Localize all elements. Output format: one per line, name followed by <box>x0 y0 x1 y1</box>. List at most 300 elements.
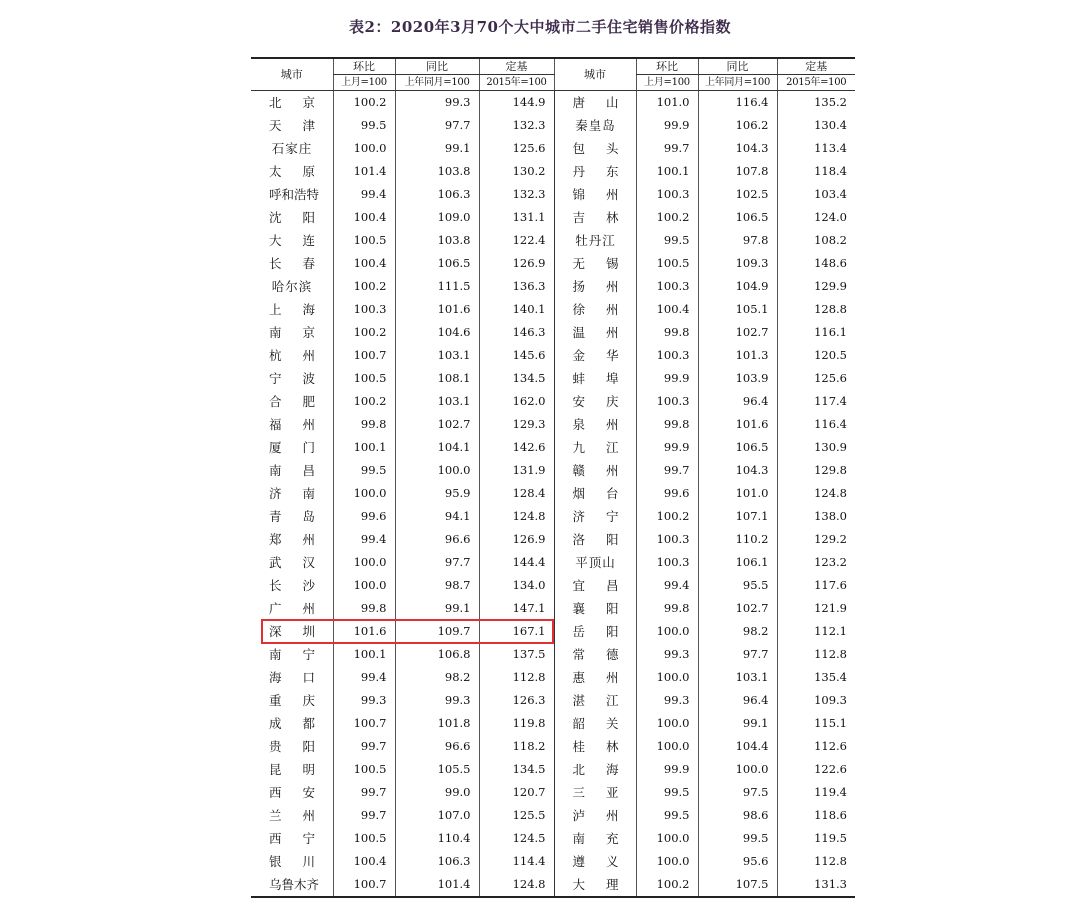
mom-cell-left: 100.0 <box>333 574 395 597</box>
base-cell-left: 126.9 <box>479 252 554 275</box>
city-cell-left <box>251 666 333 689</box>
mom-cell-right: 100.3 <box>636 390 698 413</box>
city-cell-left <box>251 850 333 873</box>
mom-cell-right: 100.0 <box>636 712 698 735</box>
city-cell-right <box>554 252 636 275</box>
table-row <box>251 689 855 712</box>
table-row <box>251 390 855 413</box>
city-name: 厦 门 <box>269 440 315 455</box>
city-cell-left <box>251 413 333 436</box>
city-name: 西 宁 <box>269 831 315 846</box>
table-row <box>251 551 855 574</box>
city-cell-right <box>554 620 636 643</box>
base-cell-left: 126.9 <box>479 528 554 551</box>
mom-cell-left: 100.3 <box>333 298 395 321</box>
city-cell-left <box>251 160 333 183</box>
mom-cell-right: 100.3 <box>636 344 698 367</box>
table-row <box>251 781 855 804</box>
table-row <box>251 137 855 160</box>
city-cell-left <box>251 643 333 666</box>
yoy-cell-right: 98.2 <box>698 620 777 643</box>
city-name: 哈尔滨 <box>271 279 313 294</box>
mom-cell-left: 100.2 <box>333 91 395 115</box>
city-cell-left <box>251 206 333 229</box>
city-name: 襄 阳 <box>572 601 619 616</box>
city-name: 青 岛 <box>269 509 315 524</box>
header-yoy-sub-left: 上年同月=100 <box>395 75 479 91</box>
table-row <box>251 574 855 597</box>
city-name: 无 锡 <box>572 256 619 271</box>
table-row <box>251 528 855 551</box>
city-cell-right <box>554 298 636 321</box>
mom-cell-right: 100.0 <box>636 620 698 643</box>
mom-cell-right: 99.8 <box>636 321 698 344</box>
header-mom-sub-left: 上月=100 <box>333 75 395 91</box>
table-row <box>251 183 855 206</box>
city-name: 金 华 <box>572 348 619 363</box>
yoy-cell-right: 95.6 <box>698 850 777 873</box>
yoy-cell-left: 103.8 <box>395 160 479 183</box>
base-cell-right: 128.8 <box>777 298 855 321</box>
city-name: 西 安 <box>269 785 315 800</box>
yoy-cell-right: 104.9 <box>698 275 777 298</box>
yoy-cell-left: 96.6 <box>395 528 479 551</box>
base-cell-left: 130.2 <box>479 160 554 183</box>
yoy-cell-right: 104.4 <box>698 735 777 758</box>
city-cell-left <box>251 873 333 897</box>
header-mom-right: 环比 <box>636 58 698 75</box>
city-name: 杭 州 <box>269 348 315 363</box>
mom-cell-left: 100.0 <box>333 137 395 160</box>
yoy-cell-left: 106.8 <box>395 643 479 666</box>
city-cell-left <box>251 275 333 298</box>
table-row <box>251 620 855 643</box>
base-cell-right: 103.4 <box>777 183 855 206</box>
city-cell-left <box>251 482 333 505</box>
city-name: 赣 州 <box>572 463 619 478</box>
city-name: 福 州 <box>269 417 315 432</box>
mom-cell-left: 101.4 <box>333 160 395 183</box>
base-cell-right: 119.4 <box>777 781 855 804</box>
city-cell-left <box>251 689 333 712</box>
table-row <box>251 827 855 850</box>
city-name: 安 庆 <box>572 394 619 409</box>
mom-cell-left: 99.4 <box>333 666 395 689</box>
city-cell-right <box>554 873 636 897</box>
yoy-cell-left: 99.3 <box>395 689 479 712</box>
city-cell-right <box>554 827 636 850</box>
table-row <box>251 873 855 897</box>
table-row <box>251 804 855 827</box>
base-cell-left: 114.4 <box>479 850 554 873</box>
table-row <box>251 597 855 620</box>
base-cell-right: 120.5 <box>777 344 855 367</box>
city-name: 南 宁 <box>269 647 315 662</box>
base-cell-left: 134.0 <box>479 574 554 597</box>
mom-cell-right: 99.3 <box>636 643 698 666</box>
city-name: 宜 昌 <box>572 578 619 593</box>
city-name: 吉 林 <box>572 210 619 225</box>
mom-cell-right: 100.2 <box>636 206 698 229</box>
city-name: 泸 州 <box>572 808 619 823</box>
city-name: 长 沙 <box>269 578 315 593</box>
mom-cell-right: 99.9 <box>636 758 698 781</box>
mom-cell-left: 99.5 <box>333 114 395 137</box>
city-name: 济 南 <box>269 486 315 501</box>
yoy-cell-right: 97.8 <box>698 229 777 252</box>
city-name: 北 京 <box>269 95 315 110</box>
yoy-cell-right: 103.9 <box>698 367 777 390</box>
mom-cell-left: 99.5 <box>333 459 395 482</box>
table-row <box>251 275 855 298</box>
yoy-cell-right: 97.5 <box>698 781 777 804</box>
table-row <box>251 436 855 459</box>
table-row <box>251 344 855 367</box>
base-cell-left: 162.0 <box>479 390 554 413</box>
table-row <box>251 712 855 735</box>
mom-cell-left: 99.8 <box>333 413 395 436</box>
city-name: 南 昌 <box>269 463 315 478</box>
city-cell-left <box>251 367 333 390</box>
mom-cell-left: 100.1 <box>333 643 395 666</box>
base-cell-right: 112.8 <box>777 850 855 873</box>
mom-cell-left: 99.4 <box>333 528 395 551</box>
yoy-cell-left: 109.7 <box>395 620 479 643</box>
yoy-cell-right: 102.5 <box>698 183 777 206</box>
city-cell-left <box>251 781 333 804</box>
yoy-cell-left: 105.5 <box>395 758 479 781</box>
yoy-cell-left: 99.3 <box>395 91 479 115</box>
base-cell-right: 130.4 <box>777 114 855 137</box>
mom-cell-left: 100.5 <box>333 229 395 252</box>
mom-cell-right: 99.5 <box>636 804 698 827</box>
city-cell-right <box>554 183 636 206</box>
yoy-cell-left: 98.7 <box>395 574 479 597</box>
base-cell-left: 120.7 <box>479 781 554 804</box>
header-base-right: 定基 <box>777 58 855 75</box>
table-row <box>251 643 855 666</box>
base-cell-right: 125.6 <box>777 367 855 390</box>
yoy-cell-left: 106.3 <box>395 850 479 873</box>
city-cell-left <box>251 252 333 275</box>
yoy-cell-left: 98.2 <box>395 666 479 689</box>
mom-cell-right: 100.4 <box>636 298 698 321</box>
city-cell-left <box>251 712 333 735</box>
city-cell-left <box>251 620 333 643</box>
yoy-cell-right: 99.1 <box>698 712 777 735</box>
city-cell-right <box>554 735 636 758</box>
city-name: 石家庄 <box>271 141 313 156</box>
header-base-sub-left: 2015年=100 <box>479 75 554 91</box>
city-name: 徐 州 <box>572 302 619 317</box>
mom-cell-left: 100.7 <box>333 873 395 897</box>
mom-cell-right: 100.0 <box>636 735 698 758</box>
base-cell-right: 118.4 <box>777 160 855 183</box>
city-name: 武 汉 <box>269 555 315 570</box>
city-name: 天 津 <box>269 118 315 133</box>
yoy-cell-left: 101.8 <box>395 712 479 735</box>
yoy-cell-right: 97.7 <box>698 643 777 666</box>
city-name: 兰 州 <box>269 808 315 823</box>
mom-cell-right: 99.5 <box>636 781 698 804</box>
base-cell-right: 148.6 <box>777 252 855 275</box>
city-name: 韶 关 <box>572 716 619 731</box>
base-cell-right: 129.8 <box>777 459 855 482</box>
mom-cell-right: 99.7 <box>636 137 698 160</box>
yoy-cell-right: 107.1 <box>698 505 777 528</box>
city-name: 乌鲁木齐 <box>269 877 320 892</box>
mom-cell-right: 100.2 <box>636 505 698 528</box>
yoy-cell-right: 96.4 <box>698 390 777 413</box>
table-row <box>251 298 855 321</box>
city-cell-right <box>554 804 636 827</box>
yoy-cell-right: 101.0 <box>698 482 777 505</box>
city-cell-left <box>251 827 333 850</box>
table-row <box>251 321 855 344</box>
base-cell-left: 118.2 <box>479 735 554 758</box>
city-cell-left <box>251 298 333 321</box>
city-cell-right <box>554 551 636 574</box>
base-cell-left: 145.6 <box>479 344 554 367</box>
city-name: 温 州 <box>572 325 619 340</box>
base-cell-right: 117.6 <box>777 574 855 597</box>
city-cell-right <box>554 758 636 781</box>
mom-cell-right: 100.3 <box>636 275 698 298</box>
base-cell-right: 130.9 <box>777 436 855 459</box>
yoy-cell-right: 106.1 <box>698 551 777 574</box>
mom-cell-right: 100.2 <box>636 873 698 897</box>
city-name: 宁 波 <box>269 371 315 386</box>
city-name: 洛 阳 <box>572 532 619 547</box>
mom-cell-right: 100.0 <box>636 827 698 850</box>
mom-cell-left: 100.5 <box>333 827 395 850</box>
table-body <box>251 91 855 898</box>
mom-cell-left: 100.0 <box>333 551 395 574</box>
mom-cell-left: 100.2 <box>333 390 395 413</box>
city-name: 常 德 <box>572 647 619 662</box>
base-cell-left: 132.3 <box>479 114 554 137</box>
mom-cell-right: 99.4 <box>636 574 698 597</box>
yoy-cell-right: 104.3 <box>698 459 777 482</box>
base-cell-right: 122.6 <box>777 758 855 781</box>
city-cell-right <box>554 712 636 735</box>
header-base-sub-right: 2015年=100 <box>777 75 855 91</box>
city-cell-right <box>554 206 636 229</box>
yoy-cell-right: 107.8 <box>698 160 777 183</box>
table-row <box>251 114 855 137</box>
header-yoy-left: 同比 <box>395 58 479 75</box>
city-cell-right <box>554 505 636 528</box>
city-name: 九 江 <box>572 440 619 455</box>
city-name: 桂 林 <box>572 739 619 754</box>
table-row <box>251 482 855 505</box>
mom-cell-right: 99.6 <box>636 482 698 505</box>
base-cell-left: 125.5 <box>479 804 554 827</box>
base-cell-left: 126.3 <box>479 689 554 712</box>
mom-cell-left: 100.4 <box>333 206 395 229</box>
base-cell-left: 137.5 <box>479 643 554 666</box>
city-cell-left <box>251 390 333 413</box>
city-name: 银 川 <box>269 854 315 869</box>
city-name: 上 海 <box>269 302 315 317</box>
base-cell-left: 124.8 <box>479 873 554 897</box>
table-row <box>251 91 855 115</box>
table-row <box>251 206 855 229</box>
yoy-cell-left: 103.1 <box>395 390 479 413</box>
base-cell-right: 135.4 <box>777 666 855 689</box>
yoy-cell-left: 99.1 <box>395 597 479 620</box>
base-cell-right: 108.2 <box>777 229 855 252</box>
city-name: 昆 明 <box>269 762 315 777</box>
city-cell-right <box>554 275 636 298</box>
city-name: 南 充 <box>572 831 619 846</box>
city-cell-left <box>251 229 333 252</box>
mom-cell-left: 99.6 <box>333 505 395 528</box>
base-cell-right: 113.4 <box>777 137 855 160</box>
city-name: 深 圳 <box>269 624 315 639</box>
base-cell-left: 167.1 <box>479 620 554 643</box>
city-name: 大 连 <box>269 233 315 248</box>
base-cell-left: 136.3 <box>479 275 554 298</box>
yoy-cell-left: 102.7 <box>395 413 479 436</box>
mom-cell-left: 99.7 <box>333 735 395 758</box>
city-cell-right <box>554 137 636 160</box>
city-cell-left <box>251 459 333 482</box>
mom-cell-right: 100.0 <box>636 850 698 873</box>
city-name: 丹 东 <box>572 164 619 179</box>
table-row <box>251 505 855 528</box>
city-cell-right <box>554 160 636 183</box>
city-name: 贵 阳 <box>269 739 315 754</box>
yoy-cell-left: 103.1 <box>395 344 479 367</box>
city-name: 长 春 <box>269 256 315 271</box>
mom-cell-right: 99.5 <box>636 229 698 252</box>
yoy-cell-left: 110.4 <box>395 827 479 850</box>
base-cell-right: 118.6 <box>777 804 855 827</box>
city-cell-right <box>554 528 636 551</box>
base-cell-left: 144.4 <box>479 551 554 574</box>
base-cell-right: 117.4 <box>777 390 855 413</box>
city-cell-left <box>251 735 333 758</box>
yoy-cell-right: 101.3 <box>698 344 777 367</box>
table-row <box>251 666 855 689</box>
mom-cell-left: 99.4 <box>333 183 395 206</box>
base-cell-right: 119.5 <box>777 827 855 850</box>
yoy-cell-right: 116.4 <box>698 91 777 115</box>
mom-cell-left: 100.4 <box>333 850 395 873</box>
yoy-cell-left: 104.1 <box>395 436 479 459</box>
mom-cell-left: 100.2 <box>333 321 395 344</box>
mom-cell-left: 99.8 <box>333 597 395 620</box>
base-cell-left: 147.1 <box>479 597 554 620</box>
yoy-cell-left: 97.7 <box>395 551 479 574</box>
mom-cell-right: 99.8 <box>636 413 698 436</box>
yoy-cell-right: 110.2 <box>698 528 777 551</box>
yoy-cell-left: 108.1 <box>395 367 479 390</box>
city-cell-left <box>251 137 333 160</box>
city-cell-left <box>251 114 333 137</box>
header-yoy-sub-right: 上年同月=100 <box>698 75 777 91</box>
city-name: 唐 山 <box>572 95 619 110</box>
city-cell-right <box>554 781 636 804</box>
city-cell-left <box>251 804 333 827</box>
header-base-left: 定基 <box>479 58 554 75</box>
city-cell-left <box>251 758 333 781</box>
base-cell-left: 124.5 <box>479 827 554 850</box>
table-row <box>251 459 855 482</box>
city-cell-left <box>251 321 333 344</box>
yoy-cell-right: 102.7 <box>698 321 777 344</box>
mom-cell-right: 99.9 <box>636 367 698 390</box>
yoy-cell-right: 107.5 <box>698 873 777 897</box>
mom-cell-left: 99.3 <box>333 689 395 712</box>
city-name: 海 口 <box>269 670 315 685</box>
yoy-cell-left: 107.0 <box>395 804 479 827</box>
city-cell-right <box>554 344 636 367</box>
city-cell-left <box>251 597 333 620</box>
table-row <box>251 367 855 390</box>
yoy-cell-right: 102.7 <box>698 597 777 620</box>
mom-cell-left: 100.7 <box>333 344 395 367</box>
yoy-cell-left: 109.0 <box>395 206 479 229</box>
base-cell-right: 115.1 <box>777 712 855 735</box>
city-cell-right <box>554 574 636 597</box>
city-name: 锦 州 <box>572 187 619 202</box>
city-name: 大 理 <box>572 877 619 892</box>
city-name: 呼和浩特 <box>269 187 320 202</box>
base-cell-left: 134.5 <box>479 758 554 781</box>
base-cell-right: 116.4 <box>777 413 855 436</box>
city-name: 蚌 埠 <box>572 371 619 386</box>
yoy-cell-right: 103.1 <box>698 666 777 689</box>
mom-cell-left: 100.2 <box>333 275 395 298</box>
yoy-cell-left: 99.1 <box>395 137 479 160</box>
mom-cell-right: 100.3 <box>636 183 698 206</box>
city-cell-right <box>554 459 636 482</box>
city-cell-right <box>554 390 636 413</box>
yoy-cell-left: 100.0 <box>395 459 479 482</box>
city-name: 扬 州 <box>572 279 619 294</box>
city-name: 三 亚 <box>572 785 619 800</box>
base-cell-left: 140.1 <box>479 298 554 321</box>
base-cell-left: 131.1 <box>479 206 554 229</box>
city-cell-left <box>251 436 333 459</box>
city-cell-right <box>554 91 636 115</box>
mom-cell-right: 100.3 <box>636 528 698 551</box>
yoy-cell-left: 101.6 <box>395 298 479 321</box>
city-name: 广 州 <box>269 601 315 616</box>
base-cell-left: 125.6 <box>479 137 554 160</box>
mom-cell-left: 100.7 <box>333 712 395 735</box>
city-cell-right <box>554 597 636 620</box>
city-name: 合 肥 <box>269 394 315 409</box>
table-row <box>251 758 855 781</box>
city-cell-right <box>554 666 636 689</box>
header-mom-left: 环比 <box>333 58 395 75</box>
mom-cell-right: 100.0 <box>636 666 698 689</box>
city-name: 湛 江 <box>572 693 619 708</box>
table-row <box>251 413 855 436</box>
city-cell-left <box>251 551 333 574</box>
city-cell-left <box>251 528 333 551</box>
city-cell-right <box>554 229 636 252</box>
city-name: 惠 州 <box>572 670 619 685</box>
base-cell-left: 131.9 <box>479 459 554 482</box>
yoy-cell-left: 95.9 <box>395 482 479 505</box>
city-cell-right <box>554 114 636 137</box>
base-cell-right: 124.0 <box>777 206 855 229</box>
city-name: 成 都 <box>269 716 315 731</box>
